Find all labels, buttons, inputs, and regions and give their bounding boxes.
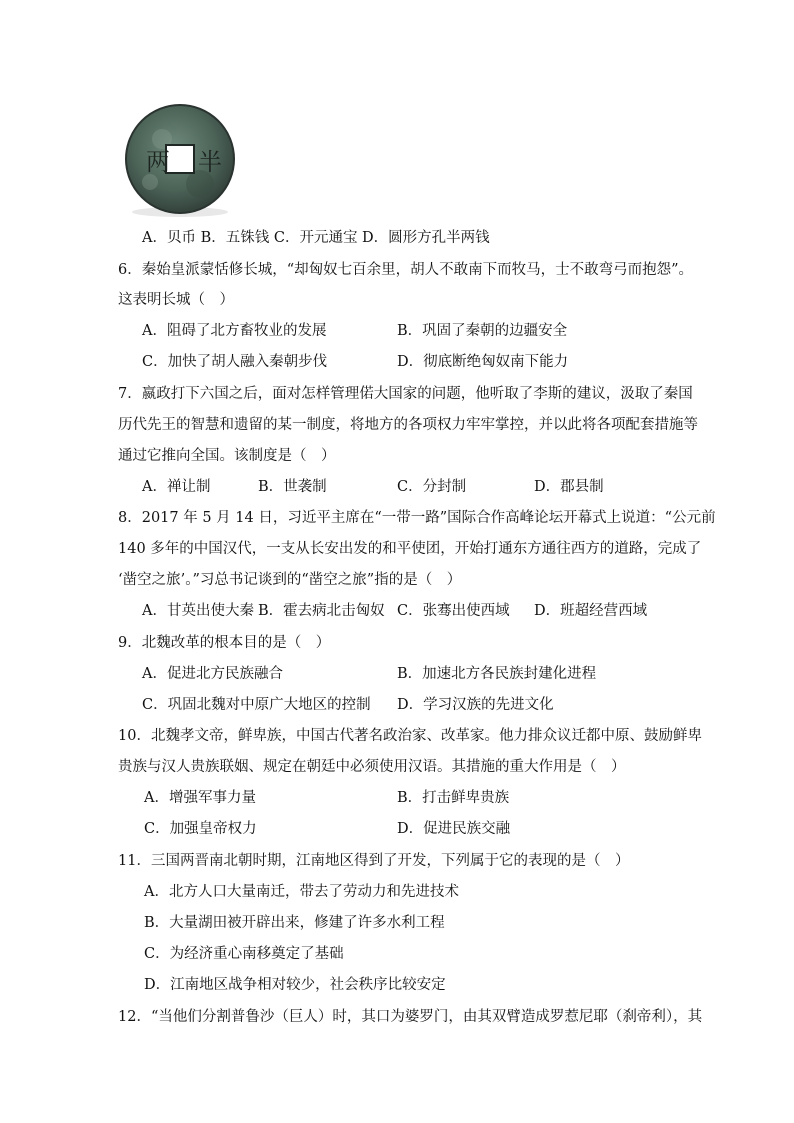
q9-option-a: A．促进北方民族融合 <box>142 666 283 682</box>
q10-option-d: D．促进民族交融 <box>397 821 511 837</box>
q7-stem-line2: 历代先王的智慧和遗留的某一制度，将地方的各项权力牢牢掌控，并以此将各项配套措施等 <box>118 417 698 433</box>
coin-inscription-right: 半 <box>198 148 222 176</box>
coin-inscription-left: 两 <box>146 148 170 176</box>
q11-option-c: C．为经济重心南移奠定了基础 <box>144 946 344 962</box>
q5-options: A．贝币 B．五铢钱 C．开元通宝 D．圆形方孔半两钱 <box>142 230 490 246</box>
q12-stem-line1: 12．“当他们分割普鲁沙（巨人）时，其口为婆罗门，由其双臂造成罗惹尼耶（刹帝利），其 <box>118 1009 703 1025</box>
q10-stem-line2: 贵族与汉人贵族联姻、规定在朝廷中必须使用汉语。其措施的重大作用是（ ） <box>118 759 626 775</box>
q8-option-c: C．张骞出使西域 <box>397 603 510 619</box>
q11-stem-line1: 11．三国两晋南北朝时期，江南地区得到了开发，下列属于它的表现的是（ ） <box>118 853 630 869</box>
q7-option-d: D．郡县制 <box>534 479 604 495</box>
q9-option-d: D．学习汉族的先进文化 <box>397 697 554 713</box>
q8-option-b: B．霍去病北击匈奴 <box>258 603 385 619</box>
q9-option-b: B．加速北方各民族封建化进程 <box>397 666 597 682</box>
q8-option-d: D．班超经营西域 <box>534 603 648 619</box>
q8-stem-line1: 8．2017 年 5 月 14 日，习近平主席在“一带一路”国际合作高峰论坛开幕式上说道：“公元前 <box>118 510 716 526</box>
q8-option-a: A．甘英出使大秦 <box>142 603 254 619</box>
q8-stem-line3: ‘凿空之旅’。”习总书记谈到的“凿空之旅”指的是（ ） <box>118 572 462 588</box>
q7-stem-line3: 通过它推向全国。该制度是（ ） <box>118 448 336 464</box>
q6-stem-line1: 6．秦始皇派蒙恬修长城，“却匈奴七百余里，胡人不敢南下而牧马，士不敢弯弓而抱怨”。 <box>118 262 694 278</box>
q11-option-a: A．北方人口大量南迁，带去了劳动力和先进技术 <box>144 884 459 900</box>
q10-option-a: A．增强军事力量 <box>144 790 256 806</box>
q7-option-a: A．禅让制 <box>142 479 211 495</box>
q11-option-b: B．大量湖田被开辟出来，修建了许多水利工程 <box>144 915 445 931</box>
q9-stem-line1: 9．北魏改革的根本目的是（ ） <box>118 635 331 651</box>
q6-option-b: B．巩固了秦朝的边疆安全 <box>397 323 568 339</box>
q11-option-d: D．江南地区战争相对较少，社会秩序比较安定 <box>144 977 446 993</box>
q10-option-b: B．打击鲜卑贵族 <box>397 790 510 806</box>
q6-option-d: D．彻底断绝匈奴南下能力 <box>397 354 569 370</box>
q7-stem-line1: 7．嬴政打下六国之后，面对怎样管理偌大国家的问题，他听取了李斯的建议，汲取了秦国 <box>118 386 693 402</box>
q10-option-c: C．加强皇帝权力 <box>144 821 257 837</box>
q10-stem-line1: 10．北魏孝文帝，鲜卑族，中国古代著名政治家、改革家。他力排众议迁都中原、鼓励鲜卑 <box>118 728 702 744</box>
q6-option-c: C．加快了胡人融入秦朝步伐 <box>142 354 328 370</box>
q7-option-c: C．分封制 <box>397 479 467 495</box>
banliang-coin-image <box>120 104 240 218</box>
q8-stem-line2: 140 多年的中国汉代，一支从长安出发的和平使团，开始打通东方通往西方的道路，完成了 <box>118 541 702 557</box>
q6-option-a: A．阻碍了北方畜牧业的发展 <box>142 323 327 339</box>
q6-stem-line2: 这表明长城（ ） <box>118 292 234 308</box>
q7-option-b: B．世袭制 <box>258 479 327 495</box>
q9-option-c: C．巩固北魏对中原广大地区的控制 <box>142 697 371 713</box>
